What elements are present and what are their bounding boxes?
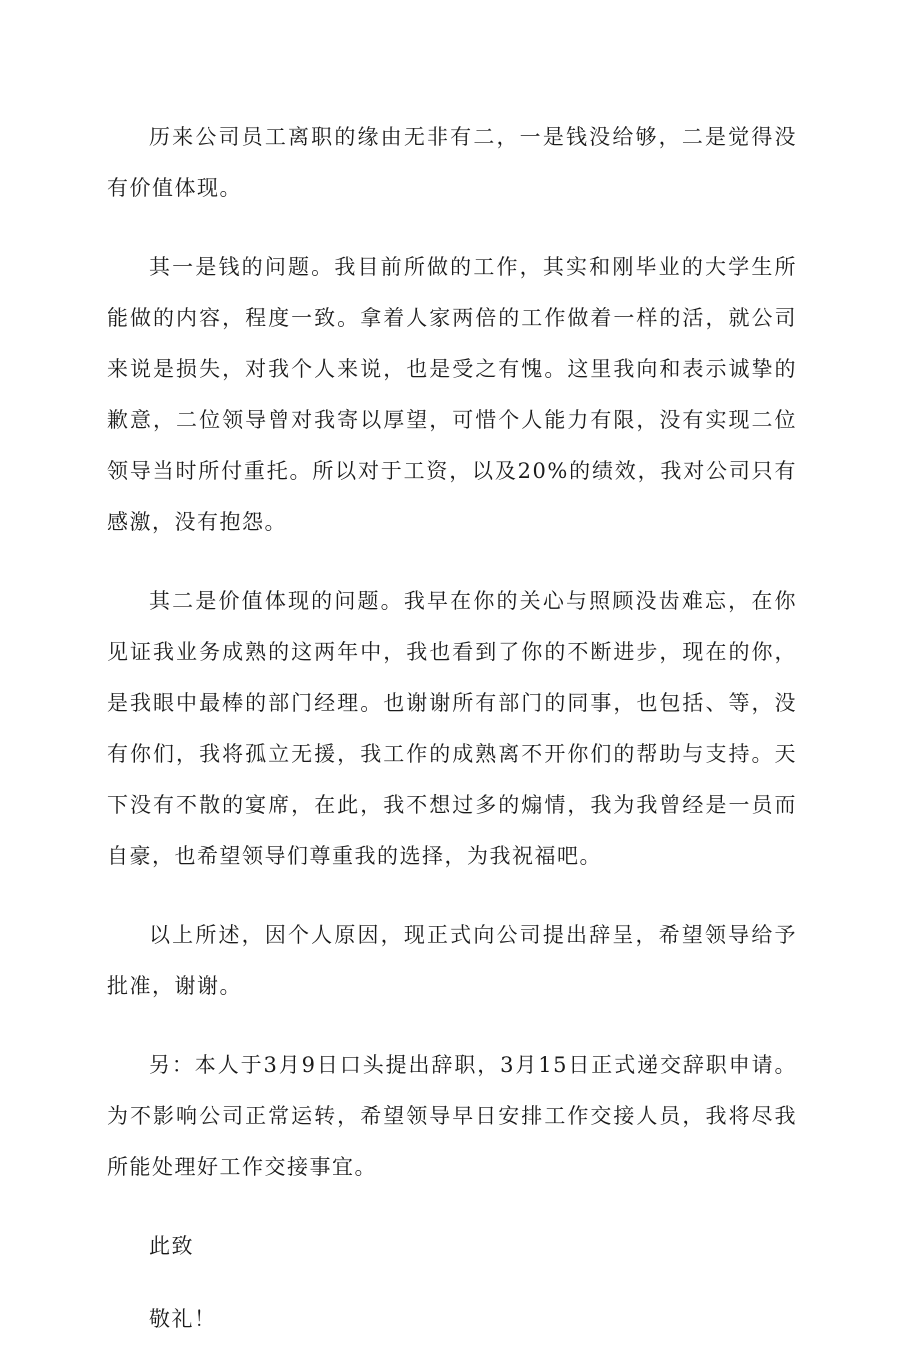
paragraph-resignation: 以上所述，因个人原因，现正式向公司提出辞呈，希望领导给予批准，谢谢。 <box>107 923 797 998</box>
paragraph-value: 其二是价值体现的问题。我早在你的关心与照顾没齿难忘，在你见证我业务成熟的这两年中，我也看到了你的不断进步，现在的你，是我眼中最棒的部门经理。也谢谢所有部门的同事，也包括、等，没有你们，我将孤立无援，我工作的成熟离不开你们的帮助与支持。天下没有不散的宴席，在此，我不想过多的煽情，我为我曾经是一员而自豪，也希望领导们尊重我的选择，为我祝福吧。 <box>107 589 797 868</box>
paragraph-reasons: 历来公司员工离职的缘由无非有二，一是钱没给够，二是觉得没有价值体现。 <box>107 125 797 200</box>
closing-regards: 敬礼！ <box>149 1307 217 1331</box>
letter-body <box>107 112 797 1367</box>
paragraph-notice: 另：本人于3月9日口头提出辞职，3月15日正式递交辞职申请。为不影响公司正常运转，希望领导早日安排工作交接人员，我将尽我所能处理好工作交接事宜。 <box>107 1053 797 1179</box>
closing-salutation: 此致 <box>149 1234 194 1258</box>
paragraph-money: 其一是钱的问题。我目前所做的工作，其实和刚毕业的大学生所能做的内容，程度一致。拿着人家两倍的工作做着一样的活，就公司来说是损失，对我个人来说，也是受之有愧。这里我向和表示诚挚的歉意，二位领导曾对我寄以厚望，可惜个人能力有限，没有实现二位领导当时所付重托。所以对于工资，以及20%的绩效，我对公司只有感激，没有抱怨。 <box>107 255 797 534</box>
